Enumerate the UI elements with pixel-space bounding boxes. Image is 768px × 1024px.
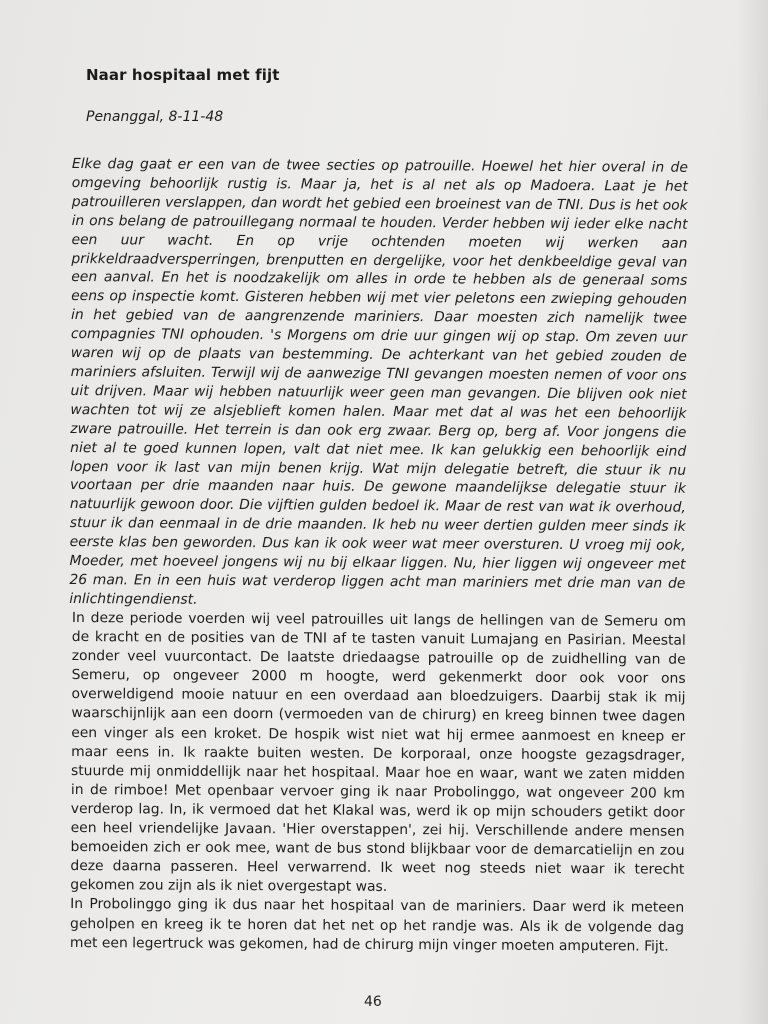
letter-dateline: Penanggal, 8-11-48	[86, 109, 224, 125]
chapter-title: Naar hospitaal met fijt	[86, 66, 280, 84]
narrative-text	[70, 609, 686, 956]
letter-excerpt	[69, 155, 688, 613]
page-edge-shadow	[738, 0, 768, 1024]
page-number: 46	[364, 994, 382, 1010]
narrative-paragraph-2: In Probolinggo ging ik dus naar het hospitaal van de mariniers. Daar werd ik meteen geholpen en kreeg ik te horen dat het net op het randje was. Als ik de volgende dag met een legertruck was gekomen, had de chirurg mijn vinger moeten amputeren. Fijt.	[69, 896, 685, 955]
narrative-paragraph-1: In deze periode voerden wij veel patrouilles uit langs de hellingen van de Semeru om de kracht en de posities van de TNI af te tasten vanuit Lumajang en Pasirian. Meestal zonder veel vuurcontact. De laatste driedaagse patrouille op de zuidhelling van de Semeru, op ongeveer 2000 m hoogte, werd gekenmerkt door ook voor ons overweldigend mooie natuur en een overdaad aan bloedzuigers. Daarbij stak ik mij waarschijnlijk aan een doorn (vermoeden van de chirurg) en kreeg binnen twee dagen een vinger als een kroket. De hospik wist niet wat hij ermee aanmoest en kneep er maar eens in. Ik raakte buiten westen. De korporaal, onze hoogste gezagsdrager, stuurde mij onmiddellijk naar het hospitaal. Maar hoe en waar, want we zaten midden in de rimboe! Met openbaar vervoer ging ik naar Probolinggo, wat ongeveer 200 km verderop lag. In, ik vermoed dat het Klakal was, werd ik op mijn schouders getikt door een heel vriendelijke Javaan. 'Hier overstappen', zei hij. Verschillende andere mensen bemoeiden zich er ook mee, want de bus stond blijkbaar voor de demarcatielijn en zou deze daarna passeren. Heel verwarrend. Ik weet nog steeds niet waar ik terecht gekomen zou zijn als ik niet overgestapt was.	[70, 610, 686, 896]
letter-paragraph: Elke dag gaat er een van de twee secties op patrouille. Hoewel het hier overal in de omgeving behoorlijk rustig is. Maar ja, het is al net als op Madoera. Laat je het patrouilleren verslappen, dan wordt het gebied een broeinest van de TNI. Dus is het ook in ons belang de patrouillegang normaal te houden. Verder hebben wij ieder elke nacht een uur wacht. En op vrije ochtenden moeten wij werken aan prikkeldraadversperringen, brenputten en dergelijke, voor het denkbeeldige geval van een aanval. En het is noodzakelijk om alles in orde te hebben als de generaal soms eens op inspectie komt. Gisteren hebben wij met vier peletons een zwieping gehouden in het gebied van de aangrenzende mariniers. Daar moesten zich namelijk twee compagnies TNI ophouden. 's Morgens om drie uur gingen wij op stap. Om zeven uur waren wij op de plaats van bestemming. De achterkant van het gebied zouden de mariniers afsluiten. Terwijl wij de aanwezige TNI gevangen moesten nemen of voor ons uit drijven. Maar wij hebben natuurlijk weer geen man gevangen. Die blijven ook niet wachten tot wij ze alsjeblieft komen halen. Maar met dat al was het een behoorlijk zware patrouille. Het terrein is dan ook erg zwaar. Berg op, berg af. Voor jongens die niet al te goed kunnen lopen, valt dat niet mee. Ik kan gelukkig een behoorlijk eind lopen voor ik last van mijn benen krijg. Wat mijn delegatie betreft, die stuur ik nu voortaan per drie maanden naar huis. De gewone maandelijkse delegatie stuur ik natuurlijk gewoon door. Die vijftien gulden bedoel ik. Maar de rest van wat ik overhoud, stuur ik dan eenmaal in de drie maanden. Ik heb nu weer dertien gulden meer sinds ik eerste klas ben geworden. Dus kan ik ook weer wat meer oversturen. U vroeg mij ook, Moeder, met hoeveel jongens wij nu bij elkaar liggen. Nu, hier liggen wij ongeveer met 26 man. En in een huis wat verderop liggen acht man mariniers met drie man van de inlichtingendienst.	[69, 155, 688, 608]
